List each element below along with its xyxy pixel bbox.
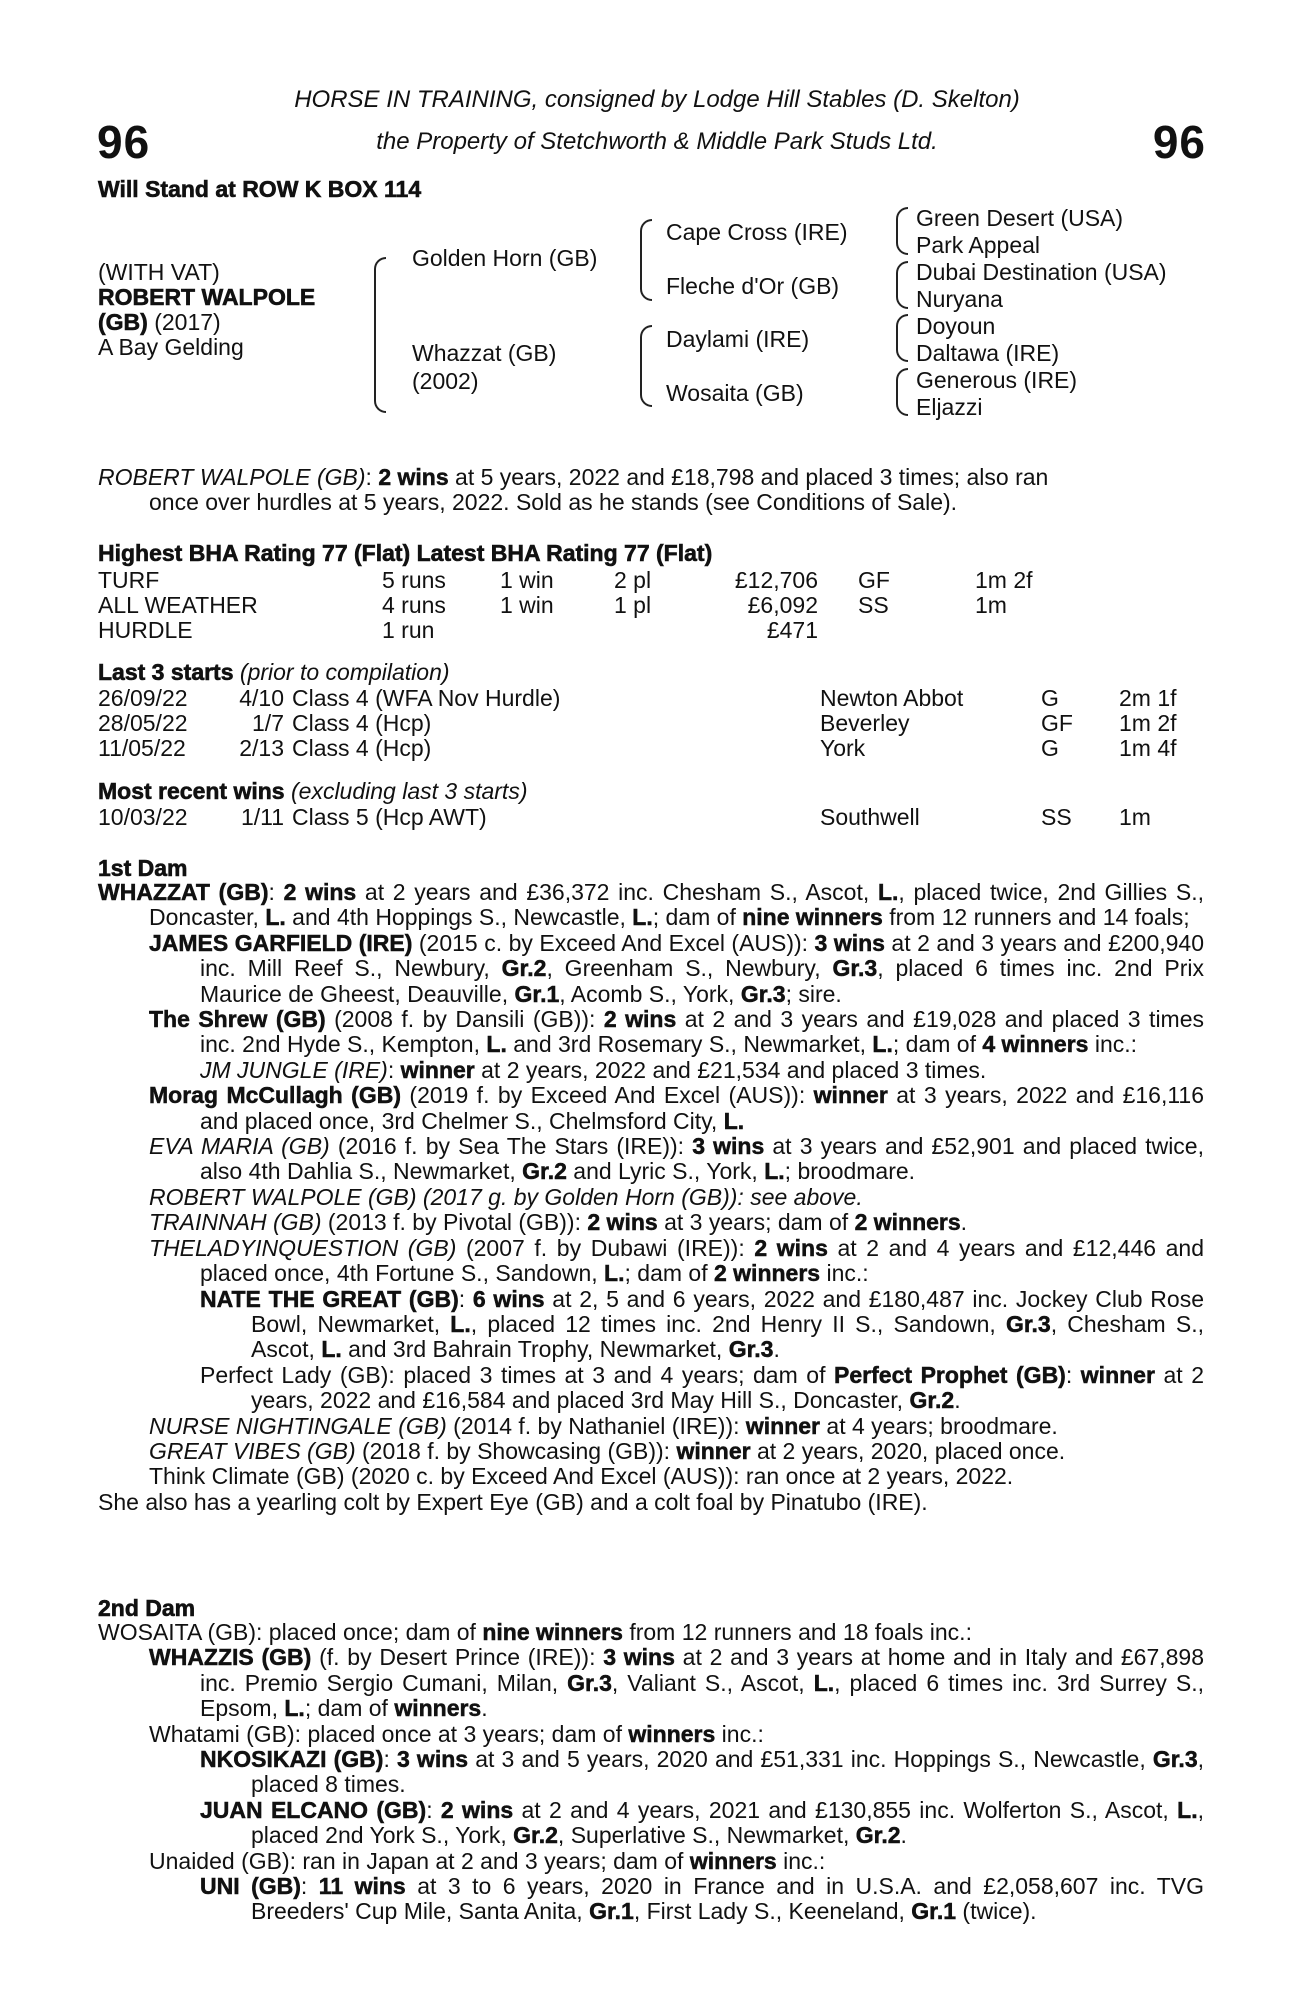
horse-description: A Bay Gelding xyxy=(98,334,244,360)
start-race: Class 4 (Hcp) xyxy=(292,710,432,736)
progeny-name: THELADYINQUESTION (GB) xyxy=(149,1234,457,1261)
pedigree-brace xyxy=(640,219,652,301)
grade: Gr.1 xyxy=(514,980,560,1007)
listed: L. xyxy=(764,1158,785,1185)
start-race: Class 4 (Hcp) xyxy=(292,735,432,761)
wins: winner xyxy=(676,1437,751,1464)
text: inc.: xyxy=(820,1260,869,1287)
start-going: G xyxy=(1041,735,1059,761)
summary-text-line2: once over hurdles at 5 years, 2022. Sold as he stands (see Conditions of Sale). xyxy=(149,489,958,516)
last3-title: Last 3 starts xyxy=(98,659,234,685)
wins: 3 wins xyxy=(397,1746,469,1773)
listed: L. xyxy=(321,1336,342,1363)
text: at 2 and 3 years at home and in Italy and £67,898 inc. Premio Sergio Cumani, Milan, xyxy=(200,1644,1205,1696)
text: (2008 f. by Dansili (GB)): xyxy=(325,1006,604,1033)
listed: L. xyxy=(604,1260,625,1287)
progeny-entry xyxy=(149,1083,1204,1134)
winners-count: winners xyxy=(394,1695,482,1722)
start-position: 1/7 xyxy=(252,710,284,736)
wins: 2 wins xyxy=(754,1234,828,1261)
start-date: 26/09/22 xyxy=(98,685,188,711)
text: at 3 and 5 years, 2020 and £51,331 inc. Hoppings S., Newcastle, xyxy=(468,1746,1153,1773)
text: , Valiant S., Ascot, xyxy=(611,1669,814,1696)
rating-placed: 2 pl xyxy=(614,567,652,593)
grade: Gr.2 xyxy=(909,1387,955,1414)
pedigree-dam: Whazzat (GB) xyxy=(412,340,557,366)
progeny-entry xyxy=(200,1747,1204,1798)
text: Perfect Lady (GB): placed 3 times at 3 and 4 years; dam of xyxy=(200,1361,835,1388)
text: at 2 years, 2022 and £16,584 and placed 3rd May Hill S., Doncaster, xyxy=(251,1361,1204,1414)
progeny-entry xyxy=(149,931,1204,1007)
winners-count: nine winners xyxy=(482,1619,623,1645)
progeny-name: JM JUNGLE (IRE) xyxy=(200,1056,388,1083)
pedigree-sds: Dubai Destination (USA) xyxy=(916,259,1167,285)
start-date: 28/05/22 xyxy=(98,710,188,736)
text: at 2 and 3 years and £19,028 and placed 3 times inc. 2nd Hyde S., Kempton, xyxy=(200,1006,1204,1058)
winners-count: nine winners xyxy=(742,904,883,931)
win-position: 1/11 xyxy=(240,804,284,830)
text: at 2 and 4 years, 2021 and £130,855 inc. Wolferton S., Ascot, xyxy=(513,1796,1178,1823)
text: from 12 runners and 14 foals; xyxy=(882,904,1190,931)
grade: Gr.3 xyxy=(1152,1746,1198,1773)
progeny-list xyxy=(98,1645,1204,1924)
wins: winner xyxy=(745,1412,821,1439)
text: (2013 f. by Pivotal (GB)): xyxy=(321,1209,588,1236)
text: . xyxy=(481,1695,488,1722)
pedigree-ddd: Eljazzi xyxy=(916,394,983,420)
summary-horse-name: ROBERT WALPOLE (GB) xyxy=(98,464,366,490)
rating-prize: £471 xyxy=(766,617,818,643)
text: (twice). xyxy=(956,1898,1037,1925)
progeny-entry xyxy=(149,1007,1204,1058)
rating-distance: 1m xyxy=(975,592,1007,618)
text: , placed 12 times inc. 2nd Henry II S., Sandown, xyxy=(470,1310,1006,1337)
text: inc.: xyxy=(776,1847,826,1874)
pedigree-dam-year: (2002) xyxy=(412,368,479,394)
horse-year: (2017) xyxy=(154,309,221,335)
text: at 2 years, 2022 and £21,534 and placed 3 times. xyxy=(474,1056,987,1083)
text: (2016 f. by Sea The Stars (IRE)): xyxy=(329,1133,693,1160)
pedigree-dam-dam: Wosaita (GB) xyxy=(666,380,804,406)
summary-wins: 2 wins xyxy=(378,464,449,490)
text: (2015 c. by Exceed And Excel (AUS)): xyxy=(412,929,815,956)
text: at 4 years; broodmare. xyxy=(820,1412,1058,1439)
text: inc.: xyxy=(715,1720,764,1747)
winners-count: winners xyxy=(689,1847,777,1874)
grade: Gr.3 xyxy=(728,1336,774,1363)
win-distance: 1m xyxy=(1119,804,1151,830)
progeny-entry xyxy=(149,1722,1204,1747)
text: : xyxy=(300,1873,319,1900)
progeny-name: NURSE NIGHTINGALE (GB) xyxy=(149,1412,447,1439)
summary-text: at 5 years, 2022 and £18,798 and placed 3 times; also ran xyxy=(448,464,1049,490)
wins: winner xyxy=(813,1082,888,1109)
progeny-name: UNI (GB) xyxy=(200,1873,301,1900)
progeny-entry xyxy=(149,1645,1204,1721)
listed: L. xyxy=(450,1310,471,1337)
progeny-entry xyxy=(149,1849,1204,1874)
pedigree-sire-dam: Fleche d'Or (GB) xyxy=(666,273,840,299)
text: at 3 to 6 years, 2020 in France and in U.S.A. and £2,058,607 inc. TVG Breeders' Cup Mile, Santa Anita, xyxy=(251,1873,1205,1925)
wins: 2 wins xyxy=(603,1006,677,1033)
start-course: Beverley xyxy=(820,710,910,736)
pedigree-brace xyxy=(896,314,908,362)
text: and 4th Hoppings S., Newcastle, xyxy=(285,904,633,931)
pedigree-brace xyxy=(374,257,386,413)
listed: L. xyxy=(486,1031,507,1058)
bha-rating-heading: Highest BHA Rating 77 (Flat) Latest BHA Rating 77 (Flat) xyxy=(98,540,713,566)
pedigree-brace xyxy=(896,368,908,416)
text: ; broodmare. xyxy=(784,1158,916,1185)
progeny-name: NKOSIKAZI (GB) xyxy=(200,1746,384,1773)
text: (f. by Desert Prince (IRE)): xyxy=(311,1644,604,1671)
win-going: SS xyxy=(1041,804,1072,830)
text: , Greenham S., Newbury, xyxy=(546,955,833,982)
text: Unaided (GB): ran in Japan at 2 and 3 years; dam of xyxy=(149,1847,690,1874)
last3-note: (prior to compilation) xyxy=(233,659,450,685)
owner-line: the Property of Stetchworth & Middle Park Studs Ltd. xyxy=(376,128,938,155)
text: Whatami (GB): placed once at 3 years; dam of xyxy=(149,1720,629,1747)
start-date: 11/05/22 xyxy=(98,735,186,761)
wins: 2 wins xyxy=(587,1209,658,1236)
text: : xyxy=(383,1746,397,1773)
rating-runs: 1 run xyxy=(382,617,435,643)
text: and Lyric S., York, xyxy=(566,1158,765,1185)
lot-number-right: 96 xyxy=(1152,116,1206,168)
text: and 3rd Bahrain Trophy, Newmarket, xyxy=(341,1336,729,1363)
listed: L. xyxy=(877,879,899,905)
horse-country: (GB) xyxy=(98,309,148,335)
pedigree-sss: Green Desert (USA) xyxy=(916,205,1124,231)
progeny-list xyxy=(98,931,1204,1490)
race-summary xyxy=(98,465,1204,516)
winners-count: 2 winners xyxy=(854,1209,961,1236)
pedigree-dss: Doyoun xyxy=(916,313,996,339)
dam-name: WHAZZAT (GB) xyxy=(98,879,269,905)
also-note: She also has a yearling colt by Expert Eye (GB) and a colt foal by Pinatubo (IRE). xyxy=(98,1488,928,1515)
progeny-entry xyxy=(200,1798,1204,1849)
text: at 2 and 4 years and £12,446 and placed once, 4th Fortune S., Sandown, xyxy=(200,1234,1205,1287)
listed: L. xyxy=(723,1107,745,1134)
sub-progeny xyxy=(149,1058,1204,1083)
pedigree-sire: Golden Horn (GB) xyxy=(412,245,598,271)
wins: 3 wins xyxy=(692,1133,765,1160)
text: : xyxy=(1065,1361,1081,1388)
pedigree-sdd: Nuryana xyxy=(916,286,1003,312)
rating-wins: 1 win xyxy=(500,592,554,618)
rating-surface: HURDLE xyxy=(98,617,193,643)
wins: 2 wins xyxy=(283,879,357,905)
last3-heading xyxy=(98,659,450,686)
listed: L. xyxy=(872,1031,893,1058)
text: , placed twice, 2nd Gillies S., Doncaster, xyxy=(149,879,1205,931)
progeny-name: EVA MARIA (GB) xyxy=(149,1133,330,1160)
progeny-name: Perfect Prophet (GB) xyxy=(834,1361,1066,1388)
recent-wins-heading xyxy=(98,778,527,805)
rating-going: SS xyxy=(858,592,889,618)
dam-entry xyxy=(98,1620,1204,1645)
text: at 2, 5 and 6 years, 2022 and £180,487 inc. Jockey Club Rose Bowl, Newmarket, xyxy=(251,1285,1204,1337)
pedigree-brace xyxy=(896,261,908,309)
start-distance: 1m 2f xyxy=(1119,710,1177,736)
text: ; dam of xyxy=(652,904,743,931)
text: ; dam of xyxy=(304,1695,395,1722)
progeny-name: Morag McCullagh (GB) xyxy=(149,1082,401,1109)
grade: Gr.2 xyxy=(513,1822,558,1849)
pedigree-dsd: Daltawa (IRE) xyxy=(916,340,1060,366)
text: ; dam of xyxy=(892,1031,983,1058)
stand-location: Will Stand at ROW K BOX 114 xyxy=(98,176,422,202)
rating-prize: £6,092 xyxy=(747,592,818,618)
progeny-entry xyxy=(149,1236,1204,1287)
text: (2007 f. by Dubawi (IRE)): xyxy=(456,1234,755,1261)
text: : xyxy=(387,1056,401,1083)
text: from 12 runners and 18 foals inc.: xyxy=(622,1619,972,1645)
text: . xyxy=(960,1209,968,1236)
listed: L. xyxy=(265,904,286,931)
rating-surface: TURF xyxy=(98,567,160,593)
text: and 3rd Rosemary S., Newmarket, xyxy=(506,1031,873,1058)
consignor-line: HORSE IN TRAINING, consigned by Lodge Hill Stables (D. Skelton) xyxy=(294,86,1020,113)
pedigree-dam-sire: Daylami (IRE) xyxy=(666,326,810,352)
grade: Gr.3 xyxy=(740,980,786,1007)
start-going: GF xyxy=(1041,710,1073,736)
progeny-entry xyxy=(200,1287,1204,1363)
progeny-name: JUAN ELCANO (GB) xyxy=(200,1796,427,1823)
listed: L. xyxy=(1177,1796,1198,1823)
progeny-name: WHAZZIS (GB) xyxy=(149,1644,312,1671)
text: (2019 f. by Exceed And Excel (AUS)): xyxy=(400,1082,814,1109)
progeny-name: The Shrew (GB) xyxy=(149,1006,326,1033)
rating-wins: 1 win xyxy=(500,567,554,593)
first-dam-section xyxy=(98,880,1204,1515)
text: at 2 years and £36,372 inc. Chesham S., Ascot, xyxy=(356,879,878,905)
winners-count: winners xyxy=(628,1720,716,1747)
grade: Gr.2 xyxy=(501,955,547,982)
pedigree-brace xyxy=(896,207,908,255)
progeny-entry: Think Climate (GB) (2020 c. by Exceed And Excel (AUS)): ran once at 2 years, 2022. xyxy=(149,1463,1014,1490)
horse-identity xyxy=(98,260,315,360)
progeny-name: NATE THE GREAT (GB) xyxy=(200,1285,459,1312)
progeny-name: JAMES GARFIELD (IRE) xyxy=(149,929,413,956)
text: . xyxy=(954,1387,961,1414)
progeny-entry xyxy=(149,1210,1204,1235)
grade: Gr.2 xyxy=(855,1822,901,1849)
win-date: 10/03/22 xyxy=(98,804,188,830)
start-distance: 1m 4f xyxy=(1119,735,1177,761)
wins: winner xyxy=(1080,1361,1155,1388)
text: (2018 f. by Showcasing (GB)): xyxy=(355,1437,677,1464)
rating-going: GF xyxy=(858,567,890,593)
pedigree-sire-sire: Cape Cross (IRE) xyxy=(666,219,848,245)
pedigree-dds: Generous (IRE) xyxy=(916,367,1078,393)
start-course: York xyxy=(820,735,866,761)
rating-runs: 4 runs xyxy=(382,592,446,618)
start-race: Class 4 (WFA Nov Hurdle) xyxy=(292,685,561,711)
start-going: G xyxy=(1041,685,1059,711)
horse-name: ROBERT WALPOLE xyxy=(98,284,316,310)
summary-text: : xyxy=(365,464,379,490)
lot-number-left: 96 xyxy=(97,116,151,168)
rating-placed: 1 pl xyxy=(614,592,652,618)
wins: 3 wins xyxy=(814,929,885,956)
progeny-entry xyxy=(200,1363,1204,1414)
text: : xyxy=(426,1796,441,1823)
sub-progeny xyxy=(149,1287,1204,1414)
second-dam-section xyxy=(98,1620,1204,1925)
text: . xyxy=(900,1822,907,1849)
listed: L. xyxy=(284,1695,305,1722)
text: (2014 f. by Nathaniel (IRE)): xyxy=(446,1412,746,1439)
winners-count: 2 winners xyxy=(713,1260,821,1287)
progeny-name: TRAINNAH (GB) xyxy=(149,1209,322,1236)
text: , Acomb S., York, xyxy=(559,980,741,1007)
text: at 2 and 3 years and £200,940 inc. Mill Reef S., Newbury, xyxy=(200,929,1205,982)
pedigree-ssd: Park Appeal xyxy=(916,232,1041,258)
rating-prize: £12,706 xyxy=(734,567,818,593)
text: at 3 years, 2022 and £16,116 and placed once, 3rd Chelmer S., Chelmsford City, xyxy=(200,1082,1205,1134)
second-dam-heading: 2nd Dam xyxy=(98,1595,196,1621)
progeny-entry xyxy=(149,1439,1204,1464)
text: at 2 years, 2020, placed once. xyxy=(750,1437,1066,1464)
wins: 3 wins xyxy=(603,1644,675,1671)
text: , placed 2nd York S., York, xyxy=(251,1796,1204,1849)
pedigree-brace xyxy=(640,325,652,407)
start-course: Newton Abbot xyxy=(820,685,964,711)
progeny-entry: ROBERT WALPOLE (GB) (2017 g. by Golden Horn (GB)): see above. xyxy=(149,1183,863,1210)
rating-distance: 1m 2f xyxy=(975,567,1033,593)
listed: L. xyxy=(813,1669,835,1696)
text: : xyxy=(458,1285,473,1312)
text: , placed 6 times inc. 2nd Prix Maurice de Gheest, Deauville, xyxy=(200,955,1204,1007)
text: inc.: xyxy=(1088,1031,1138,1058)
grade: Gr.3 xyxy=(832,955,878,982)
listed: L. xyxy=(632,904,653,931)
winners-count: 4 winners xyxy=(982,1031,1089,1058)
grade: Gr.3 xyxy=(1005,1310,1051,1337)
text: : xyxy=(268,879,284,905)
wins: 6 wins xyxy=(472,1285,545,1312)
first-dam-heading: 1st Dam xyxy=(98,855,188,881)
sub-progeny xyxy=(149,1747,1204,1849)
win-course: Southwell xyxy=(820,804,920,830)
text: , Superlative S., Newmarket, xyxy=(557,1822,856,1849)
rating-surface: ALL WEATHER xyxy=(98,592,258,618)
text: at 3 years and £52,901 and placed twice, also 4th Dahlia S., Newmarket, xyxy=(200,1133,1204,1185)
text: ; dam of xyxy=(624,1260,714,1287)
progeny-entry xyxy=(149,1414,1204,1439)
recent-title: Most recent wins xyxy=(98,778,285,804)
vat-note: (WITH VAT) xyxy=(98,259,220,285)
wins: 11 wins xyxy=(318,1873,406,1900)
rating-runs: 5 runs xyxy=(382,567,446,593)
text: WOSAITA (GB): placed once; dam of xyxy=(98,1619,483,1645)
text: , Chesham S., Ascot, xyxy=(251,1310,1205,1363)
wins: 2 wins xyxy=(440,1796,514,1823)
win-race: Class 5 (Hcp AWT) xyxy=(292,804,487,830)
text: ; sire. xyxy=(785,980,842,1007)
grade: Gr.1 xyxy=(589,1898,634,1925)
progeny-entry xyxy=(200,1058,1204,1083)
start-position: 2/13 xyxy=(239,735,284,761)
start-position: 4/10 xyxy=(239,685,284,711)
text: , First Lady S., Keeneland, xyxy=(633,1898,912,1925)
progeny-entry xyxy=(149,1134,1204,1185)
grade: Gr.3 xyxy=(567,1669,612,1696)
progeny-entry xyxy=(200,1874,1204,1925)
sub-progeny xyxy=(149,1874,1204,1925)
grade: Gr.2 xyxy=(522,1158,567,1185)
recent-note: (excluding last 3 starts) xyxy=(284,778,528,804)
wins: winner xyxy=(400,1056,475,1083)
dam-entry xyxy=(98,880,1204,931)
text: , placed 6 times inc. 3rd Surrey S., Epsom, xyxy=(200,1669,1204,1722)
grade: Gr.1 xyxy=(911,1898,957,1925)
progeny-name: GREAT VIBES (GB) xyxy=(149,1437,356,1464)
text: . xyxy=(773,1336,780,1363)
text: , placed 8 times. xyxy=(251,1746,1205,1798)
start-distance: 2m 1f xyxy=(1119,685,1177,711)
text: at 3 years; dam of xyxy=(657,1209,855,1236)
